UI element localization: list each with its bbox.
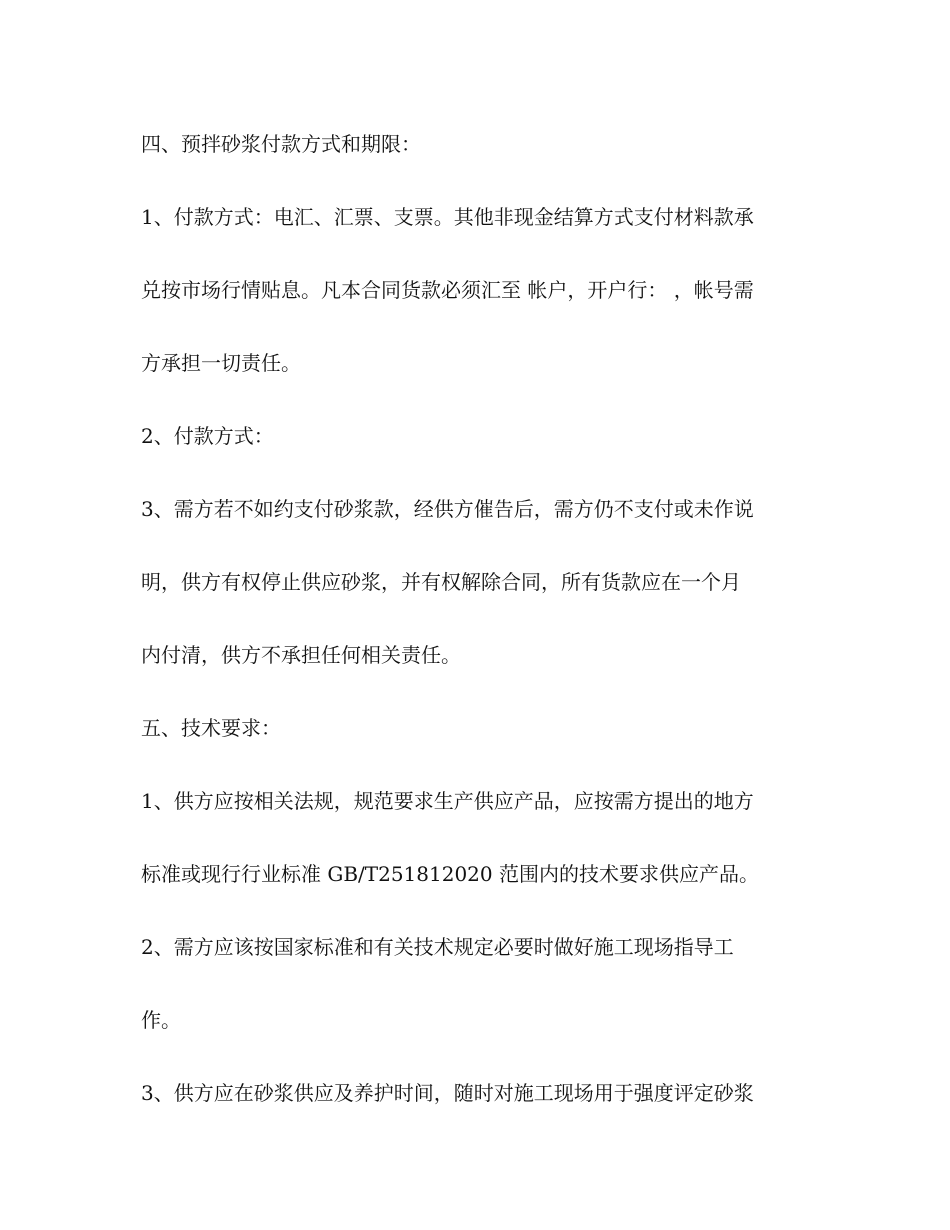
paragraph-line: 明，供方有权停止供应砂浆，并有权解除合同，所有货款应在一个月	[141, 570, 741, 594]
section-heading-technical: 五、技术要求：	[141, 716, 281, 740]
paragraph-line: 作。	[141, 1008, 181, 1032]
paragraph-line: 2、付款方式：	[141, 424, 274, 448]
paragraph-line: 方承担一切责任。	[141, 351, 301, 375]
paragraph-line: 1、供方应按相关法规，规范要求生产供应产品，应按需方提出的地方	[141, 789, 754, 813]
paragraph-line: 2、需方应该按国家标准和有关技术规定必要时做好施工现场指导工	[141, 935, 734, 959]
paragraph-line: 3、需方若不如约支付砂浆款，经供方催告后，需方仍不支付或未作说	[141, 497, 754, 521]
paragraph-line: 标准或现行行业标准 GB/T251812020 范围内的技术要求供应产品。	[141, 862, 759, 886]
paragraph-line: 内付清，供方不承担任何相关责任。	[141, 643, 461, 667]
section-heading-payment: 四、预拌砂浆付款方式和期限：	[141, 132, 421, 156]
paragraph-line: 兑按市场行情贴息。凡本合同货款必须汇至 帐户，开户行： ，帐号需	[141, 278, 754, 302]
paragraph-line: 3、供方应在砂浆供应及养护时间，随时对施工现场用于强度评定砂浆	[141, 1081, 754, 1105]
paragraph-line: 1、付款方式：电汇、汇票、支票。其他非现金结算方式支付材料款承	[141, 205, 754, 229]
